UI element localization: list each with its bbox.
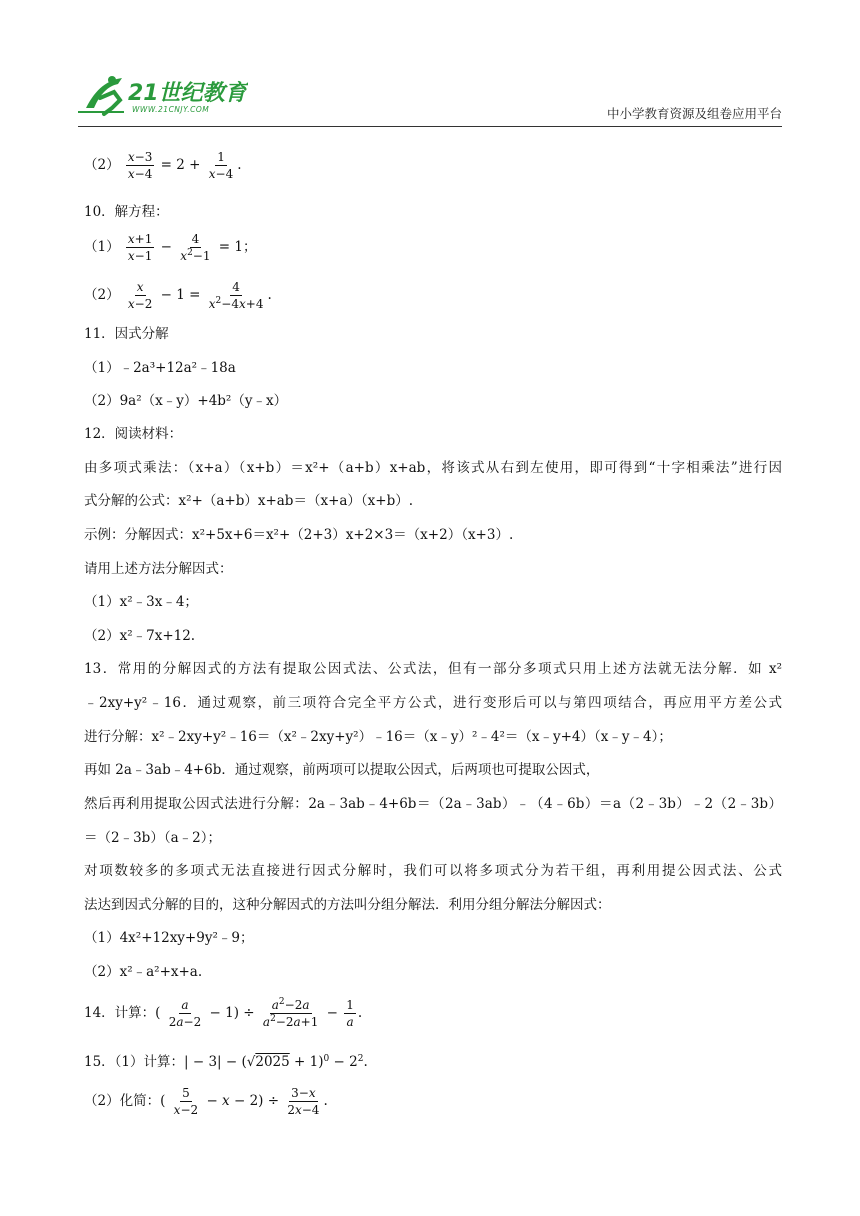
p15-part1: 15．（1）计算：| − $3| - (√2025 + 1)^0 - 2^2$.: [84, 1054, 368, 1070]
p12-line2: 式分解的公式：x²+（a+b）x+ab＝（x+a）（x+b）.: [84, 493, 414, 509]
p10-part1: （1） $\frac{x+1}{x-1}$ − $\frac{4}{x^2-1}$ = 1；: [84, 232, 257, 263]
p11-part1: （1）﹣2a³+12a²﹣18a: [84, 360, 236, 376]
p12-part2: （2）x²﹣7x+12.: [84, 628, 196, 644]
p10-title: 10．解方程：: [84, 204, 169, 220]
p13-part2: （2）x²﹣a²+x+a.: [84, 964, 203, 980]
logo-icon: [78, 68, 248, 124]
p13-line5: 然后再利用提取公因式法进行分解：2a﹣3ab﹣4+6b＝（2a﹣3ab）﹣（4﹣6b）＝a（2﹣3b）﹣2（2﹣3b）: [84, 796, 782, 812]
p12-part1: （1）x²﹣3x﹣4；: [84, 594, 198, 610]
header-rule: [78, 126, 782, 127]
logo: [78, 68, 248, 124]
p13-line2: ﹣2xy+y²﹣16．通过观察，前三项符合完全平方公式，进行变形后可以与第四项结合，再应用平方差公式: [84, 695, 782, 711]
svg-text:WWW.21CNJY.COM: WWW.21CNJY.COM: [132, 105, 210, 114]
p13-line6: ＝（2﹣3b）（a﹣2）；: [84, 830, 221, 846]
p12-line1: 由多项式乘法：（x+a）（x+b）＝x²+（a+b）x+ab，将该式从右到左使用，即可得到“十字相乘法”进行因: [84, 460, 782, 476]
p11-title: 11．因式分解: [84, 326, 169, 342]
page-header: [78, 64, 782, 128]
p14: 14．计算：( $\frac{a}{2a-2}$ − 1) ÷ $\frac{a^2-2a}{a^2-2a+1}$ − $\frac{1}{a}$ .: [84, 997, 363, 1029]
p13-line7: 对项数较多的多项式无法直接进行因式分解时，我们可以将多项式分为若干组，再利用提公因式法、公式: [84, 863, 782, 879]
p12-line3: 示例：分解因式：x²+5x+6＝x²+（2+3）x+2×3＝（x+2）（x+3）.: [84, 527, 514, 543]
platform-name: 中小学教育资源及组卷应用平台: [606, 106, 782, 121]
p15-part2: （2）化简：( $\frac{5}{x-2}$ − x − 2) ÷ $\frac{3-x}{2x-4}$ .: [84, 1086, 328, 1117]
p9-part2: （2） $\frac{x-3}{x-4}$ = 2 + $\frac{1}{x-4}$ .: [84, 150, 242, 181]
p11-part2: （2）9a²（x﹣y）+4b²（y﹣x）: [84, 393, 288, 409]
p12-line4: 请用上述方法分解因式：: [84, 561, 233, 577]
p13-line1: 13．常用的分解因式的方法有提取公因式法、公式法，但有一部分多项式只用上述方法就无法分解．如 x²: [84, 661, 782, 677]
svg-text:21世纪教育: 21世纪教育: [128, 81, 247, 106]
p10-part2: （2） $\frac{x}{x-2}$ − 1 = $\frac{4}{x^2-4x+4}$ .: [84, 280, 272, 311]
p13-line8: 法达到因式分解的目的，这种分解因式的方法叫分组分解法．利用分组分解法分解因式：: [84, 897, 611, 913]
p12-title: 12．阅读材料：: [84, 426, 183, 442]
p13-line4: 再如 2a﹣3ab﹣4+6b．通过观察，前两项可以提取公因式，后两项也可提取公因式，: [84, 762, 600, 778]
p13-line3: 进行分解：x²﹣2xy+y²﹣16＝（x²﹣2xy+y²）﹣16＝（x﹣y）²﹣4²＝（x﹣y+4）（x﹣y﹣4）；: [84, 729, 672, 745]
p13-part1: （1）4x²+12xy+9y²﹣9；: [84, 930, 254, 946]
